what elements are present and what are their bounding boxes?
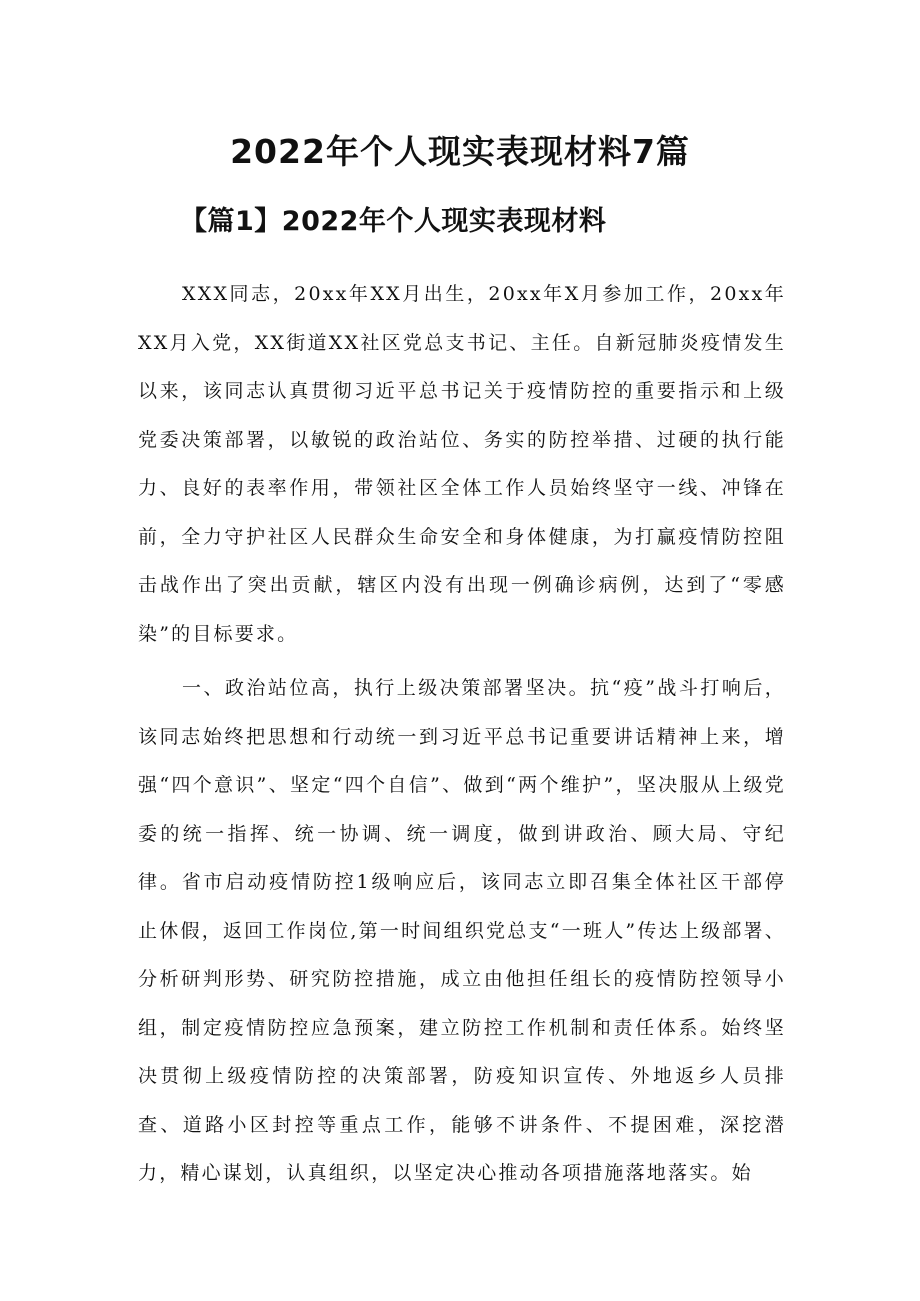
section-heading: 【篇1】2022年个人现实表现材料 [180, 206, 607, 237]
document-title: 2022年个人现实表现材料7篇 [230, 132, 690, 171]
body-paragraph-1: XXX同志，20xx年XX月出生，20xx年X月参加工作，20xx年XX月入党，XX街道XX社区党总支书记、主任。自新冠肺炎疫情发生以来，该同志认真贯彻习近平总书记关于疫情防控的重要指示和上级党委决策部署，以敏锐的政治站位、务实的防控举措、过硬的执行能力、良好的表率作用，带领社区全体工作人员始终坚守一线、冲锋在前，全力守护社区人民群众生命安全和身体健康，为打赢疫情防控阻击战作出了突出贡献，辖区内没有出现一例确诊病例，达到了“零感染”的目标要求。 [138, 283, 786, 645]
body-paragraph-2: 一、政治站位高，执行上级决策部署坚决。抗“疫”战斗打响后，该同志始终把思想和行动统一到习近平总书记重要讲话精神上来，增强“四个意识”、坚定“四个自信”、做到“两个维护”，坚决服从上级党委的统一指挥、统一协调、统一调度，做到讲政治、顾大局、守纪律。省市启动疫情防控1级响应后，该同志立即召集全体社区干部停止休假，返回工作岗位,第一时间组织党总支“一班人”传达上级部署、分析研判形势、研究防控措施，成立由他担任组长的疫情防控领导小组，制定疫情防控应急预案，建立防控工作机制和责任体系。始终坚决贯彻上级疫情防控的决策部署，防疫知识宣传、外地返乡人员排查、道路小区封控等重点工作，能够不讲条件、不提困难，深挖潜力，精心谋划，认真组织，以坚定决心推动各项措施落地落实。始 [138, 677, 786, 1184]
